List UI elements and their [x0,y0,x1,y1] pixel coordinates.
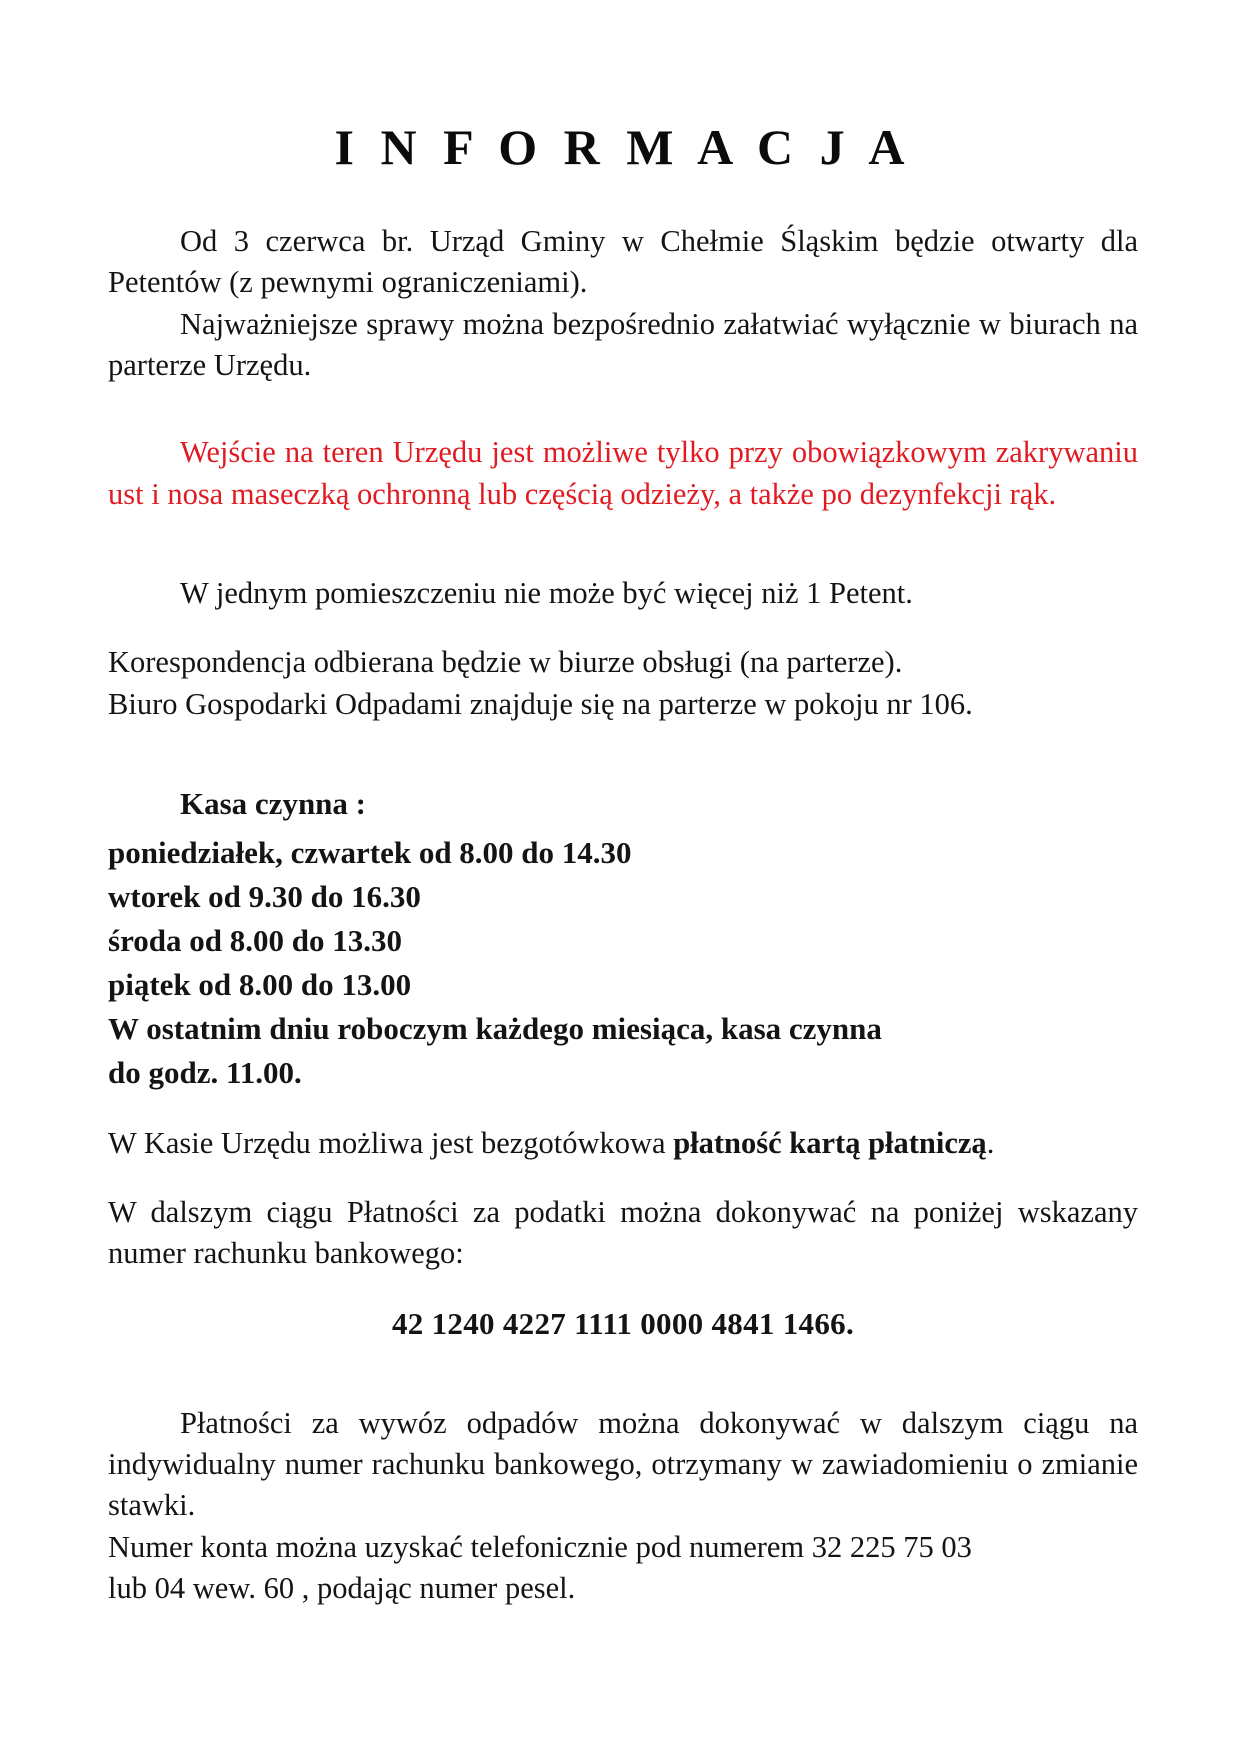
tax-payment-paragraph: W dalszym ciągu Płatności za podatki można dokonywać na poniżej wskazany numer rachunku bankowego: [108,1195,1138,1271]
page-title: I N F O R M A C J A [334,119,912,175]
card-payment-paragraph [108,1123,1138,1164]
spacer [108,725,1138,783]
intro-paragraph-2: Najważniejsze sprawy można bezpośrednio załatwiać wyłącznie w biurach na parterze Urzędu. [108,306,1138,382]
intro-paragraph-1: Od 3 czerwca br. Urząd Gminy w Chełmie Śląskim będzie otwarty dla Petentów (z pewnymi ograniczeniami). [108,224,1138,300]
spacer [108,1345,1138,1403]
waste-payment-phone-line-1: Numer konta można uzyskać telefonicznie pod numerem 32 225 75 03 [108,1529,972,1564]
document-body [108,120,1138,1609]
cash-desk-hours-friday: piątek od 8.00 do 13.00 [108,966,412,1002]
waste-payment-paragraph: Płatności za wywóz odpadów można dokonywać w dalszym ciągu na indywidualny numer rachunku bankowego, otrzymany w zawiadomieniu o zmianie stawki. [108,1405,1138,1523]
cash-desk-hours-monday-thursday: poniedziałek, czwartek od 8.00 do 14.30 [108,834,632,870]
cash-desk-hours-tuesday: wtorek od 9.30 do 16.30 [108,878,421,914]
card-payment-suffix: . [986,1125,995,1160]
spacer [108,1095,1138,1123]
cash-desk-last-day-note-line-2: do godz. 11.00. [108,1054,302,1090]
card-payment-prefix: W Kasie Urzędu możliwa jest bezgotówkowa [108,1125,674,1160]
spacer [108,614,1138,642]
card-payment-highlight: płatność kartą płatniczą [673,1125,987,1160]
correspondence-line-2: Biuro Gospodarki Odpadami znajduje się na parterze w pokoju nr 106. [108,686,973,721]
cash-desk-heading: Kasa czynna : [180,785,366,821]
correspondence-line-1: Korespondencja odbierana będzie w biurze obsługi (na parterze). [108,645,903,680]
spacer [108,1275,1138,1303]
cash-desk-last-day-note-line-1: W ostatnim dniu roboczym każdego miesiąca, kasa czynna [108,1010,882,1046]
occupancy-limit-paragraph: W jednym pomieszczeniu nie może być więcej niż 1 Petent. [180,575,913,610]
spacer [108,515,1138,573]
spacer [108,386,1138,432]
mask-requirement-notice: Wejście na teren Urzędu jest możliwe tylko przy obowiązkowym zakrywaniu ust i nosa maseczką ochronną lub częścią odzieży, a także po dezynfekcji rąk. [108,435,1138,511]
bank-account-number: 42 1240 4227 1111 0000 4841 1466. [391,1305,855,1341]
spacer [108,1164,1138,1192]
waste-payment-phone-line-2: lub 04 wew. 60 , podając numer pesel. [108,1570,576,1605]
cash-desk-hours-wednesday: środa od 8.00 do 13.30 [108,922,402,958]
